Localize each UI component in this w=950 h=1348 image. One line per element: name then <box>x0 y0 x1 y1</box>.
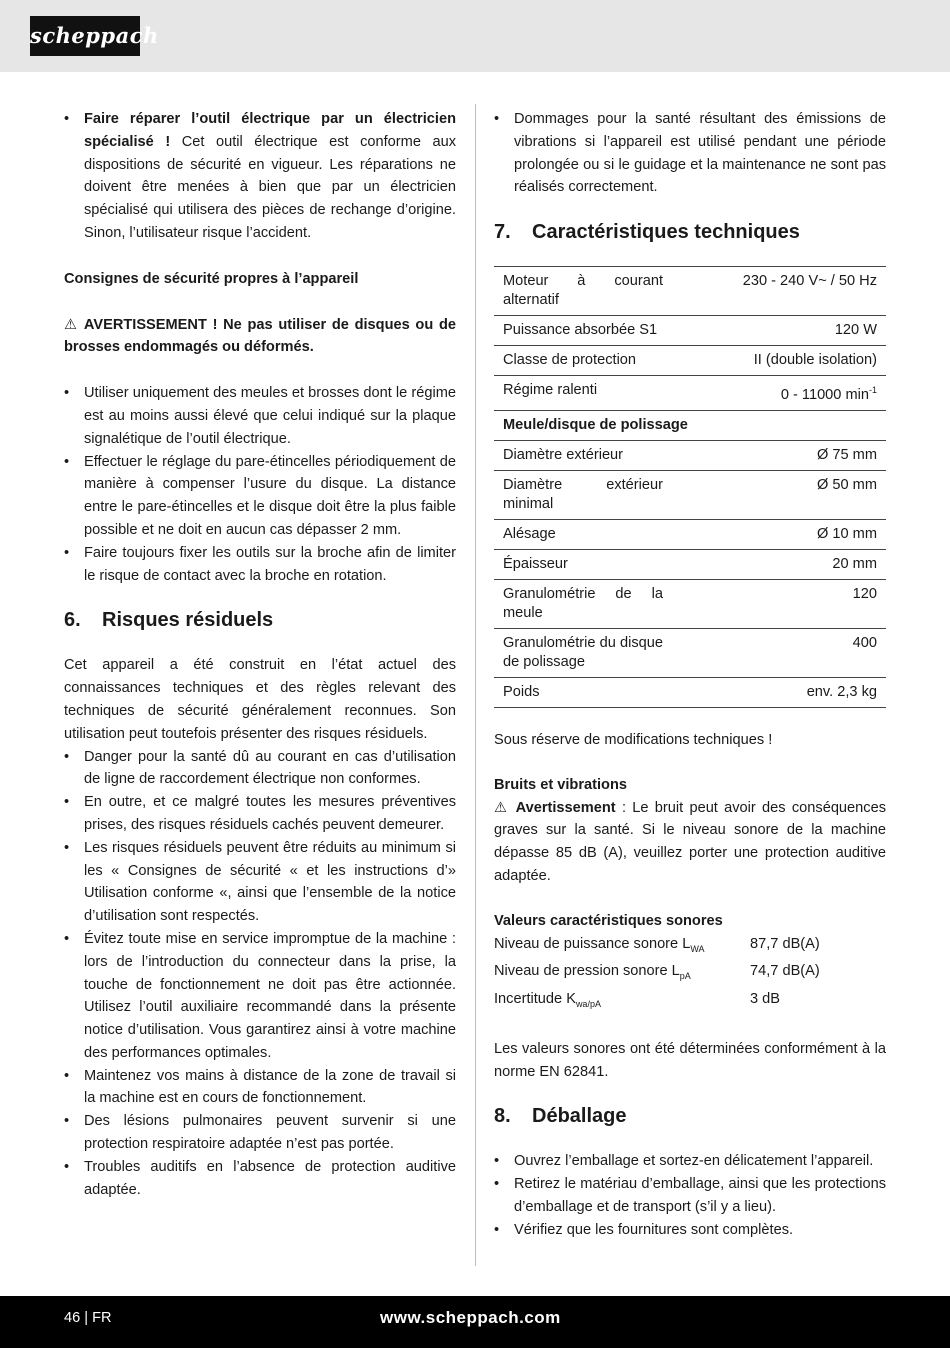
scheppach-logo: scheppach <box>30 16 140 56</box>
sound-value: 74,7 dB(A) <box>750 963 820 980</box>
list-item: • Dommages pour la santé résultant des émissions de vibrations si l’appareil est utilisé pendant une période prolongée ou si le guidage et la maintenance ne sont pas réalisés correctement. <box>494 108 886 199</box>
table-row: Granulométrie de la meule 120 <box>494 580 886 629</box>
list-item: • Effectuer le réglage du pare-étincelles périodiquement de manière à compenser l’usure du disque. La distance entre le pare-étincelles et le disque doit être la plus faible possible et ne doit en aucun cas dépasser 2 mm. <box>64 451 456 542</box>
page-header <box>0 0 950 72</box>
list-item: • Des lésions pulmonaires peuvent survenir si une protection respiratoire adaptée n’est pas portée. <box>64 1110 456 1156</box>
list-item: • Les risques résiduels peuvent être réduits au minimum si les « Consignes de sécurité « et les instructions d’» Utilisation conforme «, ainsi que l’ensemble de la notice d’utilisation sont respectés. <box>64 837 456 928</box>
safety-list <box>64 382 456 587</box>
section-6-heading: 6. Risques résiduels <box>64 609 274 632</box>
table-row: Diamètre extérieur minimal Ø 50 mm <box>494 471 886 520</box>
sound-label: Niveau de pression sonore $L_{pA}$ <box>494 963 691 982</box>
table-row: Puissance absorbée S1 120 W <box>494 316 886 346</box>
repair-list <box>64 108 456 245</box>
page-number: 46 | FR <box>64 1310 112 1326</box>
website-link[interactable]: www.scheppach.com <box>380 1308 561 1327</box>
table-row: Meule/disque de polissage <box>494 411 886 441</box>
column-divider <box>475 104 476 1266</box>
sound-note: Les valeurs sonores ont été déterminées conformément à la norme EN 62841. <box>494 1040 886 1080</box>
table-row: Épaisseur 20 mm <box>494 550 886 580</box>
left-column <box>64 108 456 1201</box>
warning-icon: ⚠ <box>494 799 510 816</box>
list-item: • Faire réparer l’outil électrique par un électricien spécialisé ! Cet outil électrique est conforme aux dispositions de sécurité en vigueur. Les réparations ne doivent être menées à bien que par un électricien spécialisé qui utilisera des pièces de rechange d’origine. Sinon, l’utilisateur risque l’accident. <box>64 108 456 245</box>
sound-label: Niveau de puissance sonore $L_{WA}$ <box>494 935 705 954</box>
unpack-list <box>494 1150 886 1241</box>
list-item: • Troubles auditifs en l’absence de protection auditive adaptée. <box>64 1156 456 1202</box>
section-7-heading: 7. Caractéristiques techniques <box>494 221 800 244</box>
risk-list <box>64 746 456 1202</box>
table-row: Régime ralenti 0 - 11000 $\min^{-1}$ <box>494 376 886 411</box>
list-item: • Ouvrez l’emballage et sortez-en délicatement l’appareil. <box>494 1150 886 1173</box>
right-column <box>494 108 886 1242</box>
list-item: • Vérifiez que les fournitures sont complètes. <box>494 1219 886 1242</box>
list-item: • Danger pour la santé dû au courant en cas d’utilisation de ligne de raccordement électrique non conformes. <box>64 746 456 792</box>
sound-values <box>494 933 886 1016</box>
reserve-note: Sous réserve de modifications techniques ! <box>494 732 773 749</box>
table-row: Alésage Ø 10 mm <box>494 520 886 550</box>
list-item: • Évitez toute mise en service impromptue de la machine : lors de l’introduction du connecteur dans la prise, la touche de fonctionnement ne doit pas être actionnée. Utilisez l’outil auxiliaire recommandé dans la présente notice d’utilisation. Vous garantirez ainsi à votre machine des performances optimales. <box>64 928 456 1065</box>
vibration-list <box>494 108 886 199</box>
list-item: • Retirez le matériau d’emballage, ainsi que les protections d’emballage et de transport (s’il y a lieu). <box>494 1173 886 1219</box>
spec-table <box>494 266 886 708</box>
sound-value: 87,7 dB(A) <box>750 935 820 952</box>
table-row: Poids env. 2,3 kg <box>494 678 886 708</box>
table-row: Diamètre extérieur Ø 75 mm <box>494 441 886 471</box>
sound-heading: Valeurs caractéristiques sonores <box>494 912 723 929</box>
sound-label: Incertitude $K_{wa/pA}$ <box>494 991 601 1009</box>
warning-icon: ⚠ <box>64 316 79 333</box>
page-footer <box>0 1296 950 1348</box>
section-6-intro: Cet appareil a été construit en l’état actuel des connaissances techniques et des règles relevant des techniques de sécurité généralement reconnues. Son utilisation peut toutefois présenter des risques résiduels. <box>64 657 456 742</box>
warning-paragraph: ⚠ AVERTISSEMENT ! Ne pas utiliser de disques ou de brosses endommagés ou déformés. <box>64 316 456 356</box>
safety-heading: Consignes de sécurité propres à l’appareil <box>64 270 359 287</box>
list-item: • Maintenez vos mains à distance de la zone de travail si la machine est en cours de fonctionnement. <box>64 1065 456 1111</box>
noise-warning: ⚠ Avertissement : Le bruit peut avoir des conséquences graves sur la santé. Si le niveau sonore de la machine dépasse 85 dB (A), veuillez porter une protection auditive adaptée. <box>494 799 886 885</box>
noise-heading: Bruits et vibrations <box>494 776 627 793</box>
list-item: • Faire toujours fixer les outils sur la broche afin de limiter le risque de contact avec la broche en rotation. <box>64 542 456 588</box>
section-8-heading: 8. Déballage <box>494 1105 627 1128</box>
list-item: • En outre, et ce malgré toutes les mesures préventives prises, des risques résiduels cachés peuvent demeurer. <box>64 791 456 837</box>
table-row: Granulométrie du disque de polissage 400 <box>494 629 886 678</box>
sound-value: 3 dB <box>750 991 781 1008</box>
list-item: • Utiliser uniquement des meules et brosses dont le régime est au moins aussi élevé que celui indiqué sur la plaque signalétique de l’outil électrique. <box>64 382 456 450</box>
table-row: Moteur à courant alternatif 230 - 240 V~ / 50 Hz <box>494 267 886 316</box>
table-row: Classe de protection II (double isolation) <box>494 346 886 376</box>
